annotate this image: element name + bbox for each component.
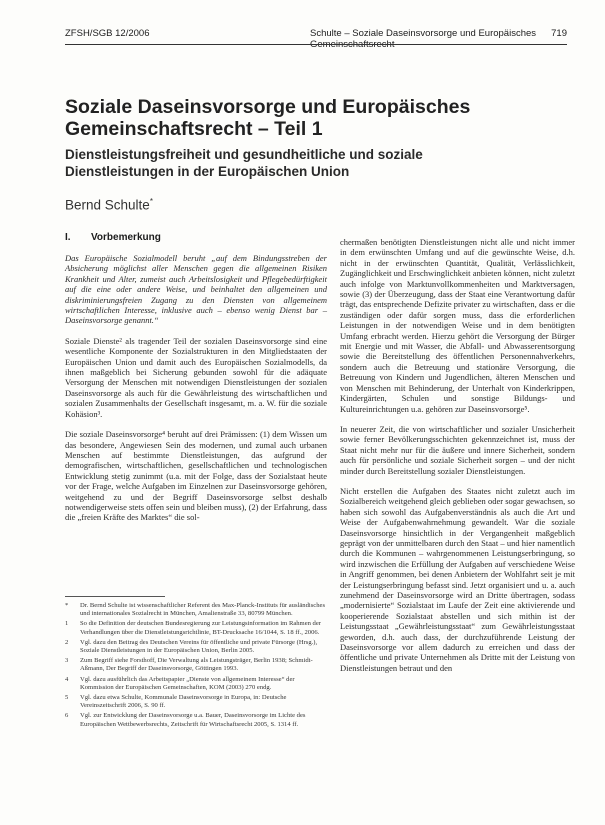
paragraph: Soziale Dienste² als tragender Teil der sozialen Daseinsvorsorge sind eine wesentliche Komponente der Sozialstrukturen in den Mitgliedstaaten der Europäischen Union und damit auch des Europäischen Sozialmodells, da ihnen maßgeblich bei Sicherung gebunden sowohl für die adäquate Versorgung der Menschen mit notwendigen Dienstleistungen der sozialen Daseinsvorsorge als auch für die Gewährleistung des wirtschaftlichen und sozialen Zusammenhalts der Gesellschaft insgesamt, m. a. W. für die soziale Kohäsion³. [65,335,327,419]
footnote-text: Dr. Bernd Schulte ist wissenschaftlicher Referent des Max-Planck-Instituts für ausländisches und internationales Sozialrecht in München, Amalienstraße 33, 80799 München. [80,602,326,618]
paragraph: Nicht erstellen die Aufgaben des Staates nicht zuletzt auch im Sozialbereich weitgehend gleich geblieben oder sogar gewachsen, so haben sich sowohl das Aufgabenverständnis als auch die Art und Weise der Aufgabenwahrnehmung gewandelt. War die soziale Daseinsvorsorge hinsichtlich in der Vergangenheit maßgeblich geprägt von der unmittelbaren durch den Staat – und hier namentlich durch die Kommunen – wahrgenommenen Leistungserbringung, so wird inzwischen die Erfüllung der Aufgaben auf verschiedene Weise in Angriff genommen, bei denen Anbietern der Wohlfahrt seit je mit der Leistungserbringung befasst sind. Jetzt organisiert und u. a. auch zunehmend der Daseinsvorsorge wird an Dritte übertragen, sodass „modernisierte“ Sozialstaat im Laufe der Zeit eine aktivierende und kooperierende Sozialstaat abstellen und sich mithin ist der Leistungsstaat „Gewährleistungsstaat“ zum Gewährleistungsstaat geworden, d.h. auch dass, der durchzuführende Leistung der Daseinsvorsorge vor allem dadurch zu erreichen und dass der öffentliche und private Unternehmen als Dritte mit der Leistung von Dienstleistungen betraut und den [340,485,575,673]
footnote-number: 5 [65,694,69,702]
footnote-text: Vgl. dazu etwa Schulte, Kommunale Daseinsvorsorge in Europa, in: Deutsche Vereinszeitschrift 2006, S. 90 ff. [80,694,287,710]
footnote-text: Vgl. dazu den Beitrag des Deutschen Vereins für öffentliche und private Fürsorge (Hrsg.), Soziale Dienstleistungen in der Europäischen Union, Berlin 2005. [80,638,318,655]
article-subtitle: Dienstleistungsfreiheit und gesundheitliche und soziale Dienstleistungen in der Europäischen Union [65,147,423,179]
section-number: I. [65,232,71,243]
section-title: Vorbemerkung [91,232,161,243]
header-rule [65,44,567,45]
footnote-number: * [65,602,69,609]
paragraph: Das Europäische Sozialmodell beruht „auf dem Bindungsstreben der Absicherung möglichst aller Menschen gegen die allgemeinen Risiken Krankheit und Alter, zumeist auch Arbeitslosigkeit und Pflegebedürftigkeit auf die eine oder andere Weise, und beinhaltet den allgemeinen und diskriminierungsfreien Zugang zu den Diensten von allgemeinem wirtschaftlichen Interesse, inklusive auch – ebenso wenig Dienst bar – Daseinsvorsorge genannt.“ [65,253,327,326]
footnote [65,657,327,673]
author-footnote-mark: * [149,197,153,206]
running-title: Schulte – Soziale Daseinsvorsorge und Europäisches Gemeinschaftsrecht [310,28,537,50]
footnote-text: Vgl. dazu ausführlich das Arbeitspapier „Dienste von allgemeinem Interesse“ der Kommission der Europäischen Gemeinschaften, KOM (2003) 270 endg. [80,675,295,691]
footnote-number: 6 [65,712,69,720]
journal-reference: ZFSH/SGB 12/2006 [65,28,150,39]
footnote-rule [65,596,165,597]
running-header [65,28,567,50]
footnote [65,694,327,710]
footnotes [65,602,327,731]
footnote-text: Vgl. zur Entwicklung der Daseinsvorsorge u.a. Bauer, Daseinsvorsorge im Lichte des Europäischen Wettbewerbsrechts, Zeitschrift für Wirtschaftsrecht 2005, S. 1314 ff. [80,712,306,728]
paragraph: In neuerer Zeit, die von wirtschaftlicher und sozialer Unsicherheit sowie ferner Bevölkerungsschichten gekennzeichnet ist, muss der Staat nicht mehr nur für die äußere und innere Sicherheit, sondern auch für persönliche und soziale Sicherheit sorgen – und der nicht minder durch Bereitstellung sozialer Dienstleistungen. [340,423,575,476]
footnote-number: 3 [65,657,69,665]
paragraph: Die soziale Daseinsvorsorge⁴ beruht auf drei Prämissen: (1) dem Wissen um das besondere, Angewiesen Sein des modernen, und zumal auch urbanen Menschen auf bestimmte Dienstleistungen, das aufgrund der demografischen, wirtschaftlichen, gesellschaftlichen und technologischen Entwicklung stetig zunimmt (u.a. mit der Folge, dass der Sozialstaat heute vor der Frage, welche Aufgaben im Einzelnen zur Daseinsvorsorge gehören, weitgehend zu und der Begriff Daseinsvorsorge selbst deshalb notwendigerweise stets offen sein und bleiben muss), (2) der Erfahrung, dass die „freien Kräfte des Marktes“ die sol- [65,429,327,523]
footnote-number: 1 [65,620,69,628]
footnote-text: Zum Begriff siehe Forsthoff, Die Verwaltung als Leistungsträger, Berlin 1938; Schmidt-Aßmann, Der Begriff der Daseinsvorsorge, Göttingen 1993. [80,657,313,673]
footnote [65,712,327,728]
footnote-number: 2 [65,638,69,646]
author-line [65,197,153,213]
footnote [65,602,327,618]
footnote [65,620,327,636]
footnote [65,676,327,692]
footnote-text: So die Definition der deutschen Bundesregierung zur Leistungsinformation im Rahmen der Verhandlungen über die Dienstleistungsrichtlinie, BT-Drucksache 16/1044, S. 18 ff., 2006. [80,620,321,636]
text-column-left [65,253,327,533]
text-column-right [340,237,575,683]
page-number: 719 [551,28,567,39]
article-title: Soziale Daseinsvorsorge und Europäisches Gemeinschaftsrecht – Teil 1 [65,96,471,140]
section-heading [65,232,161,243]
footnote [65,639,327,655]
paragraph: chermaßen benötigten Dienstleistungen nicht alle und nicht immer in dem erwünschten Umfang und auf die gewünschte Weise, d.h. nicht in der erwünschten Quantität, Qualität, Verlässlichkeit, Zugänglichkeit und Erschwinglichkeit anbieten können, nicht zuletzt auch infolge von Marktunvollkommenheiten und Marktversagen, sowie (3) der Überzeugung, dass der Staat eine Verantwortung dafür trägt, das entsprechende Defizite privater zu wirtschaften, dass er die zuständigen oder dafür sorgen muss, dass die erforderlichen Leistungen in der notwendigen Weise und in dem benötigten Umfang erbracht werden. Hierzu gehört die Versorgung der Bürger mit Energie und mit Wasser, die Abfall- und Abwasserentsorgung sowie die Bereitstellung des öffentlichen Personennahverkehrs, sondern auch die Betreuung und stationäre Versorgung, die Betreuung von Kindern und Jugendlichen, älteren Menschen und von Menschen mit Behinderung, der Unterhalt von Kinderkrippen, Kindergärten, Schulen und sonstige Bildungs- und Kultureinrichtungen u.a. gehören zur Daseinsvorsorge⁵. [340,237,575,414]
footnote-number: 4 [65,675,69,683]
author-name: Bernd Schulte [65,197,150,213]
